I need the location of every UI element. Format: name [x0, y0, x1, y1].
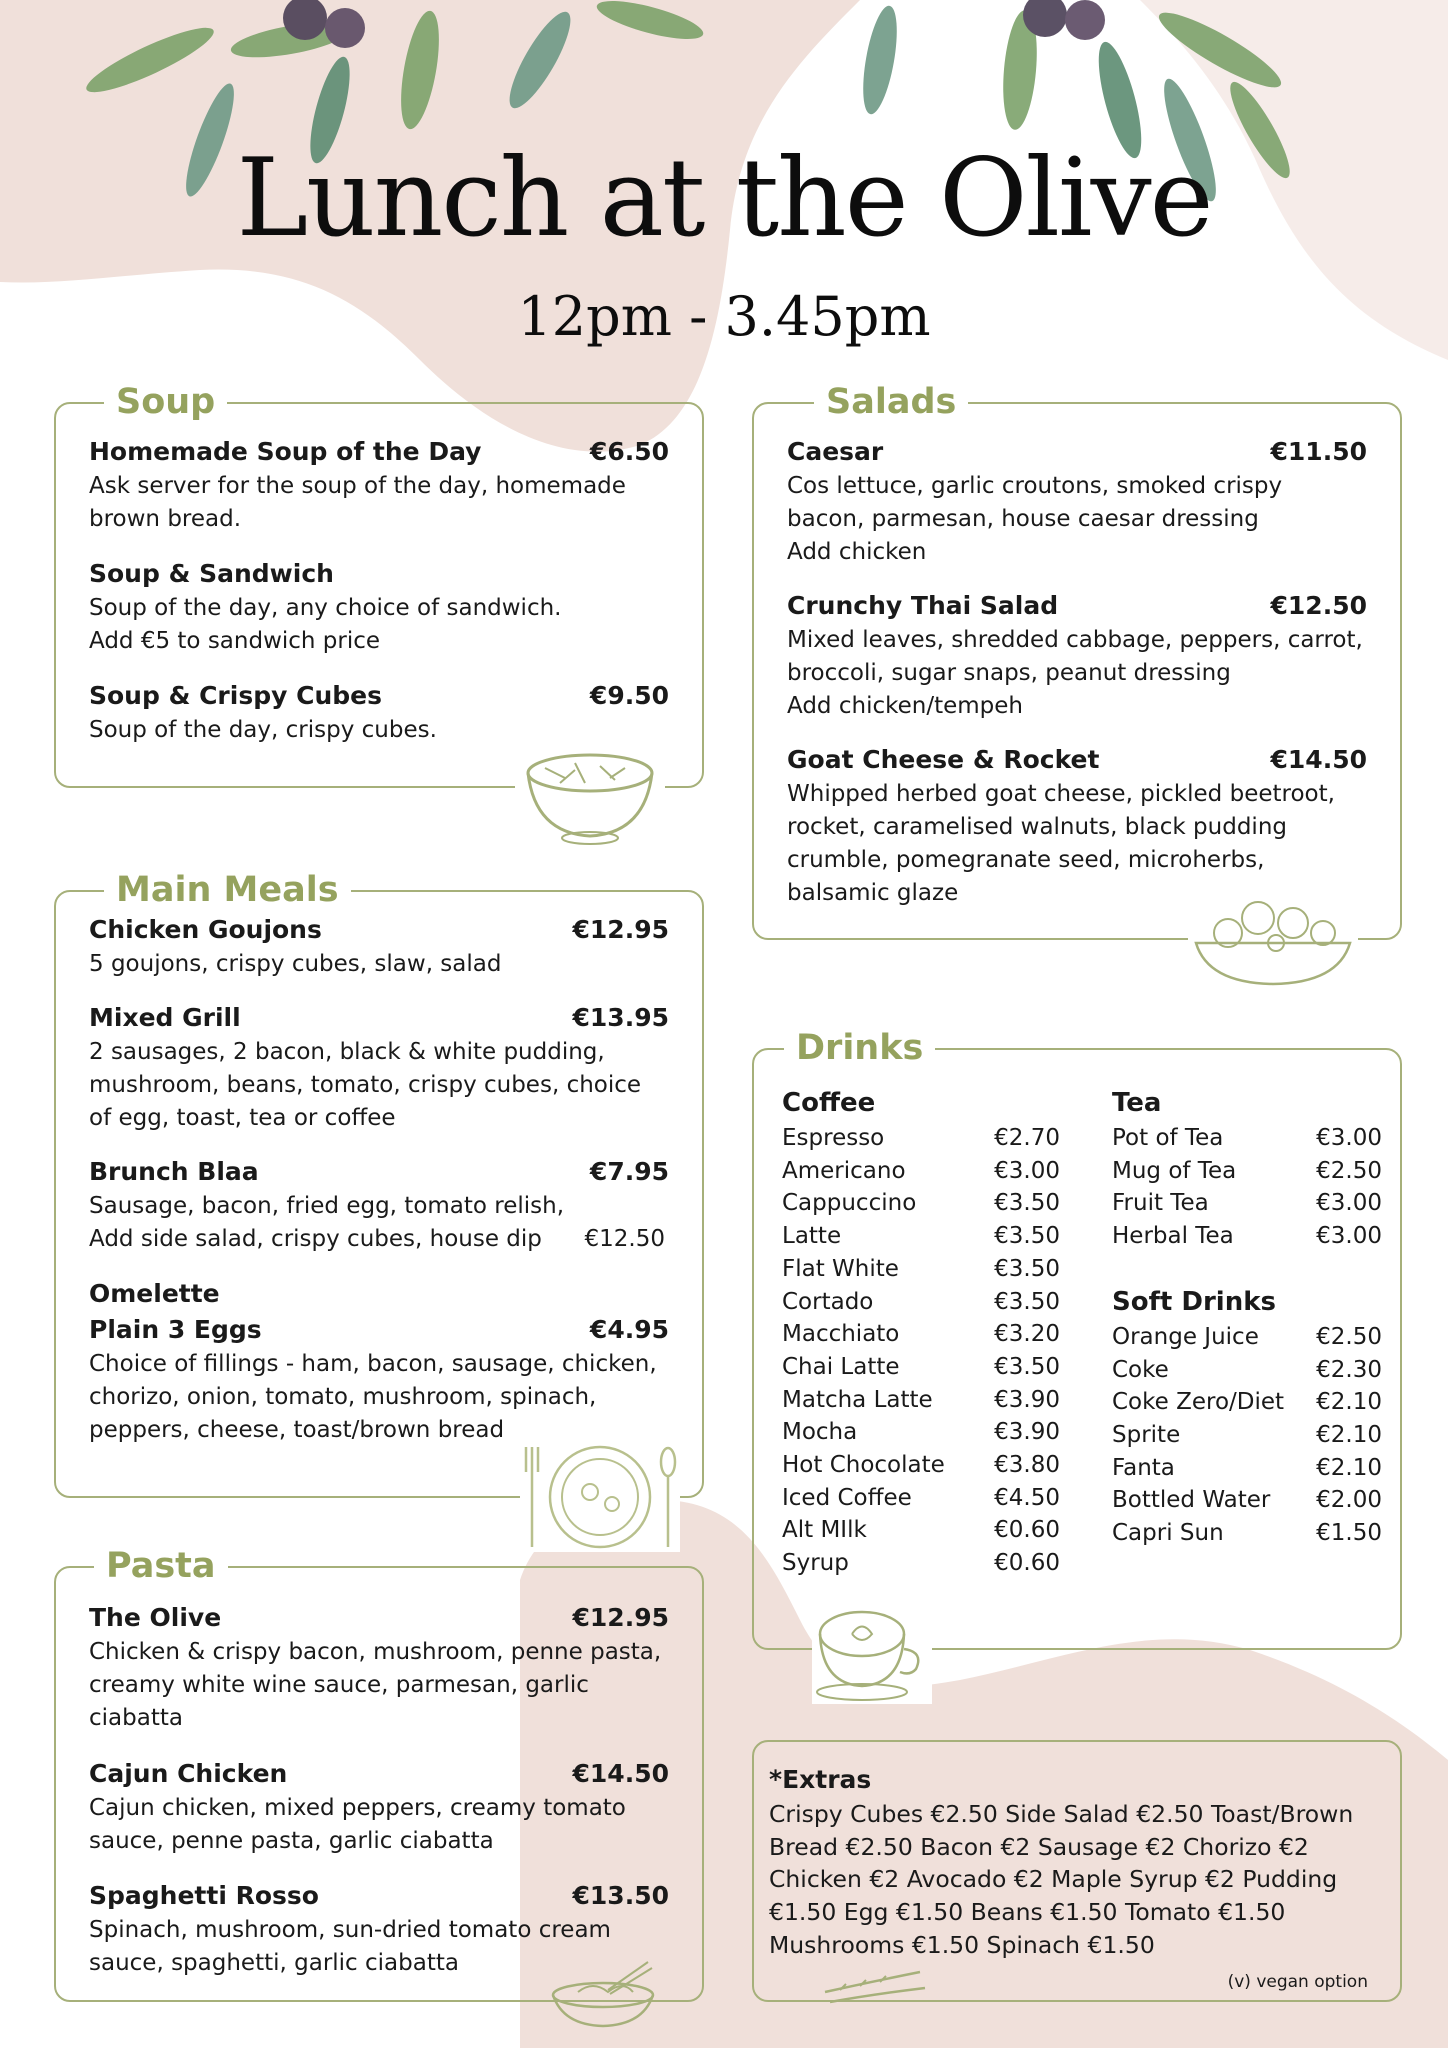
drink-price: €2.10 — [1316, 1389, 1382, 1416]
drink-name: Coke Zero/Diet — [1112, 1389, 1285, 1416]
item-name: Chicken Goujons — [89, 915, 322, 944]
drinks-heading: Drinks — [784, 1024, 935, 1072]
menu-item — [89, 1276, 669, 1447]
item-name: Crunchy Thai Salad — [787, 591, 1059, 620]
item-description: Cos lettuce, garlic croutons, smoked crispy bacon, parmesan, house caesar dressing Add chicken — [787, 473, 1283, 565]
drink-price: €2.00 — [1316, 1487, 1382, 1514]
item-price: €9.50 — [589, 681, 669, 710]
drink-price: €3.80 — [994, 1452, 1060, 1479]
drink-price: €3.90 — [994, 1386, 1060, 1413]
drink-name: Espresso — [782, 1125, 885, 1151]
item-name: Homemade Soup of the Day — [89, 437, 482, 466]
drink-price: €3.50 — [994, 1223, 1060, 1250]
item-addon-price: €12.50 — [584, 1226, 665, 1252]
tea-column — [1112, 1084, 1382, 1550]
drink-row — [1112, 1155, 1382, 1188]
drink-row — [1112, 1484, 1382, 1517]
drink-price: €2.50 — [1316, 1323, 1382, 1350]
drink-price: €3.50 — [994, 1255, 1060, 1282]
drink-name: Mug of Tea — [1112, 1157, 1237, 1184]
item-name: Goat Cheese & Rocket — [787, 745, 1100, 774]
drink-price: €2.30 — [1316, 1356, 1382, 1383]
drink-price: €3.50 — [994, 1288, 1060, 1315]
item-addon: Add side salad, crispy cubes, house dip — [89, 1226, 542, 1252]
menu-item — [89, 556, 669, 658]
drink-row — [1112, 1517, 1382, 1550]
drink-price: €2.10 — [1316, 1454, 1382, 1481]
menu-item — [89, 912, 669, 981]
item-description: Cajun chicken, mixed peppers, creamy tomato sauce, penne pasta, garlic ciabatta — [89, 1795, 626, 1854]
extras-line: €1.50 Egg €1.50 Beans €1.50 Tomato €1.50 — [769, 1898, 1286, 1927]
drink-name: Americano — [782, 1157, 906, 1184]
drink-name: Latte — [782, 1223, 842, 1250]
drinks-section — [752, 1028, 1402, 1650]
item-price: €11.50 — [1270, 437, 1367, 466]
item-description: 2 sausages, 2 bacon, black & white pudding, mushroom, beans, tomato, crispy cubes, choice of egg, toast, tea or coffee — [89, 1039, 642, 1131]
drink-row — [1112, 1187, 1382, 1220]
item-description: Spinach, mushroom, sun-dried tomato cream sauce, spaghetti, garlic ciabatta — [89, 1917, 611, 1976]
salads-section — [752, 382, 1402, 940]
drink-row — [782, 1416, 1060, 1449]
item-name: Cajun Chicken — [89, 1759, 288, 1788]
drink-name: Pot of Tea — [1112, 1125, 1224, 1151]
drink-name: Macchiato — [782, 1321, 900, 1348]
extras-content — [769, 1762, 1389, 1962]
coffee-cup-icon — [812, 1604, 932, 1704]
menu-item — [89, 1000, 669, 1135]
tea-heading: Tea — [1112, 1088, 1162, 1118]
drink-name: Fruit Tea — [1112, 1190, 1209, 1217]
pasta-section — [54, 1546, 704, 2002]
drink-row — [782, 1220, 1060, 1253]
item-name: Soup & Sandwich — [89, 559, 334, 588]
drink-name: Mocha — [782, 1419, 858, 1446]
drink-row — [782, 1122, 1060, 1155]
menu-item — [89, 1600, 669, 1735]
item-name: Omelette — [89, 1279, 220, 1308]
menu-item — [787, 742, 1367, 910]
drink-row — [1112, 1419, 1382, 1452]
drink-row — [782, 1155, 1060, 1188]
item-description: Ask server for the soup of the day, homemade brown bread. — [89, 473, 626, 532]
drink-name: Syrup — [782, 1550, 849, 1577]
item-price: €13.50 — [572, 1881, 669, 1910]
drink-price: €2.70 — [994, 1125, 1060, 1151]
drink-price: €4.50 — [994, 1484, 1060, 1511]
drink-name: Cappuccino — [782, 1190, 917, 1217]
item-price: €7.95 — [589, 1157, 669, 1186]
drink-price: €3.50 — [994, 1353, 1060, 1380]
extras-line: Mushrooms €1.50 Spinach €1.50 — [769, 1930, 1155, 1959]
drink-name: Chai Latte — [782, 1353, 900, 1380]
drink-row — [782, 1318, 1060, 1351]
drink-price: €0.60 — [994, 1550, 1060, 1577]
menu-item — [89, 1154, 669, 1256]
drink-price: €2.50 — [1316, 1157, 1382, 1184]
vegan-note: (v) vegan option — [1227, 1972, 1368, 1992]
drink-name: Herbal Tea — [1112, 1223, 1234, 1250]
plate-cutlery-icon — [520, 1442, 680, 1552]
pasta-bowl-icon — [548, 1960, 668, 2030]
page-title: Lunch at the Olive — [236, 136, 1212, 261]
soft-drinks-list — [1112, 1321, 1382, 1550]
tea-list — [1112, 1122, 1382, 1253]
drink-name: Orange Juice — [1112, 1323, 1259, 1350]
item-description: Chicken & crispy bacon, mushroom, penne pasta, creamy white wine sauce, parmesan, garlic ciabatta — [89, 1639, 662, 1731]
salad-bowl-icon — [1188, 888, 1358, 988]
drink-row — [782, 1253, 1060, 1286]
item-name: Spaghetti Rosso — [89, 1881, 319, 1910]
drink-price: €3.00 — [994, 1157, 1060, 1184]
drink-row — [782, 1187, 1060, 1220]
extras-heading: *Extras — [769, 1765, 872, 1794]
drink-row — [1112, 1321, 1382, 1354]
main-meals-heading: Main Meals — [104, 866, 351, 914]
drink-price: €2.10 — [1316, 1421, 1382, 1448]
drink-name: Cortado — [782, 1288, 874, 1315]
drink-row — [782, 1514, 1060, 1547]
coffee-column — [782, 1084, 1060, 1580]
drink-name: Coke — [1112, 1356, 1169, 1383]
drink-price: €3.20 — [994, 1321, 1060, 1348]
item-description: Soup of the day, any choice of sandwich. Add €5 to sandwich price — [89, 595, 562, 654]
item-description: Choice of fillings - ham, bacon, sausage, chicken, chorizo, onion, tomato, mushroom, spinach, peppers, cheese, toast/brown bread — [89, 1351, 657, 1443]
drink-name: Flat White — [782, 1255, 899, 1282]
item-price: €4.95 — [589, 1315, 669, 1344]
drink-name: Bottled Water — [1112, 1487, 1271, 1514]
item-price: €13.95 — [572, 1003, 669, 1032]
item-name: Mixed Grill — [89, 1003, 241, 1032]
drink-name: Iced Coffee — [782, 1484, 912, 1511]
main-meals-section — [54, 870, 704, 1498]
item-name: Brunch Blaa — [89, 1157, 259, 1186]
extras-line: Chicken €2 Avocado €2 Maple Syrup €2 Pudding — [769, 1865, 1338, 1894]
coffee-list — [782, 1122, 1060, 1580]
soup-heading: Soup — [104, 378, 227, 426]
item-subname: Plain 3 Eggs — [89, 1315, 262, 1344]
item-price: €14.50 — [1270, 745, 1367, 774]
drink-name: Hot Chocolate — [782, 1452, 945, 1479]
drink-row — [782, 1286, 1060, 1319]
item-price: €12.95 — [572, 915, 669, 944]
item-description: Whipped herbed goat cheese, pickled beetroot, rocket, caramelised walnuts, black pudding crumble, pomegranate seed, microherbs, balsamic glaze — [787, 781, 1335, 906]
drink-row — [782, 1482, 1060, 1515]
extras-line: Crispy Cubes €2.50 Side Salad €2.50 Toast/Brown — [769, 1800, 1354, 1828]
drink-row — [1112, 1386, 1382, 1419]
soft-drinks-heading: Soft Drinks — [1112, 1286, 1276, 1317]
drink-row — [1112, 1452, 1382, 1485]
drink-row — [1112, 1354, 1382, 1387]
item-price: €12.50 — [1270, 591, 1367, 620]
item-name: Soup & Crispy Cubes — [89, 681, 382, 710]
asparagus-icon — [820, 1962, 930, 2012]
item-price: €14.50 — [572, 1759, 669, 1788]
item-description: Mixed leaves, shredded cabbage, peppers, carrot, broccoli, sugar snaps, peanut dressing Add chicken/tempeh — [787, 627, 1363, 719]
drink-row — [782, 1384, 1060, 1417]
extras-line: Bread €2.50 Bacon €2 Sausage €2 Chorizo €2 — [769, 1832, 1309, 1861]
drink-price: €0.60 — [994, 1517, 1060, 1544]
menu-item — [787, 434, 1367, 569]
drink-price: €3.00 — [1316, 1223, 1382, 1250]
menu-item — [787, 588, 1367, 723]
drink-name: Sprite — [1112, 1421, 1181, 1448]
pasta-heading: Pasta — [94, 1542, 228, 1590]
drink-name: Capri Sun — [1112, 1520, 1224, 1547]
drink-price: €1.50 — [1316, 1520, 1382, 1547]
drink-price: €3.90 — [994, 1419, 1060, 1446]
opening-hours: 12pm - 3.45pm — [517, 285, 931, 348]
item-name: The Olive — [89, 1603, 222, 1632]
menu-item — [89, 434, 669, 536]
drink-price: €3.50 — [994, 1190, 1060, 1217]
coffee-heading: Coffee — [782, 1088, 876, 1118]
salads-heading: Salads — [814, 378, 968, 426]
item-price: €6.50 — [589, 437, 669, 466]
item-description: 5 goujons, crispy cubes, slaw, salad — [89, 951, 502, 977]
drink-price: €3.00 — [1316, 1190, 1382, 1217]
drink-row — [782, 1547, 1060, 1580]
drink-name: Alt MIlk — [782, 1517, 867, 1544]
item-description: Sausage, bacon, fried egg, tomato relish, — [89, 1193, 565, 1219]
drink-row — [782, 1351, 1060, 1384]
drink-name: Matcha Latte — [782, 1386, 933, 1413]
drink-price: €3.00 — [1316, 1125, 1382, 1151]
item-price: €12.95 — [572, 1603, 669, 1632]
soup-bowl-icon — [515, 728, 665, 848]
drink-row — [782, 1449, 1060, 1482]
item-description: Soup of the day, crispy cubes. — [89, 717, 437, 743]
item-name: Caesar — [787, 437, 884, 466]
drink-name: Fanta — [1112, 1454, 1175, 1481]
drink-row — [1112, 1220, 1382, 1253]
menu-item — [89, 1756, 669, 1858]
drink-row — [1112, 1122, 1382, 1155]
